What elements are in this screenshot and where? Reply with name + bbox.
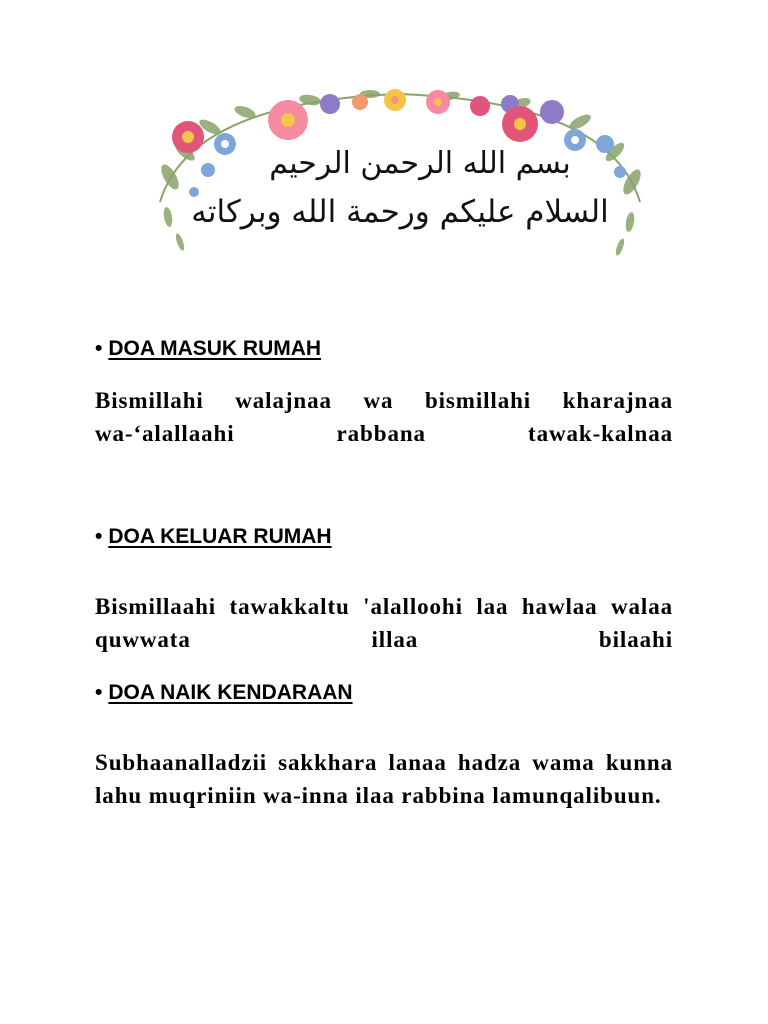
section-body-masuk-rumah: Bismillahi walajnaa wa bismillahi kharajnaa wa-‘alallaahi rabbana tawak-kalnaa xyxy=(95,388,673,446)
section-heading-text: DOA MASUK RUMAH xyxy=(108,337,322,360)
arabic-salam-line: السلام عليكم ورحمة الله وبركاته xyxy=(191,194,609,230)
bullet-icon: • xyxy=(95,525,103,548)
bullet-icon: • xyxy=(95,681,103,704)
arabic-basmala-line: بسم الله الرحمن الرحيم xyxy=(269,146,571,181)
section-heading-keluar-rumah xyxy=(95,524,695,550)
section-body-keluar-rumah: Bismillaahi tawakkaltu 'alalloohi laa hawlaa walaa quwwata illaa bilaahi xyxy=(95,594,673,652)
floral-banner xyxy=(150,82,650,272)
bullet-icon: • xyxy=(95,337,103,360)
section-body-naik-kendaraan: Subhaanalladzii sakkhara lanaa hadza wama kunna lahu muqriniin wa-inna ilaa rabbina lamunqalibuun. xyxy=(95,750,673,808)
section-heading-text: DOA KELUAR RUMAH xyxy=(108,525,332,548)
section-heading-text: DOA NAIK KENDARAAN xyxy=(108,681,353,704)
section-heading-masuk-rumah xyxy=(95,336,695,362)
section-heading-naik-kendaraan xyxy=(95,680,695,706)
